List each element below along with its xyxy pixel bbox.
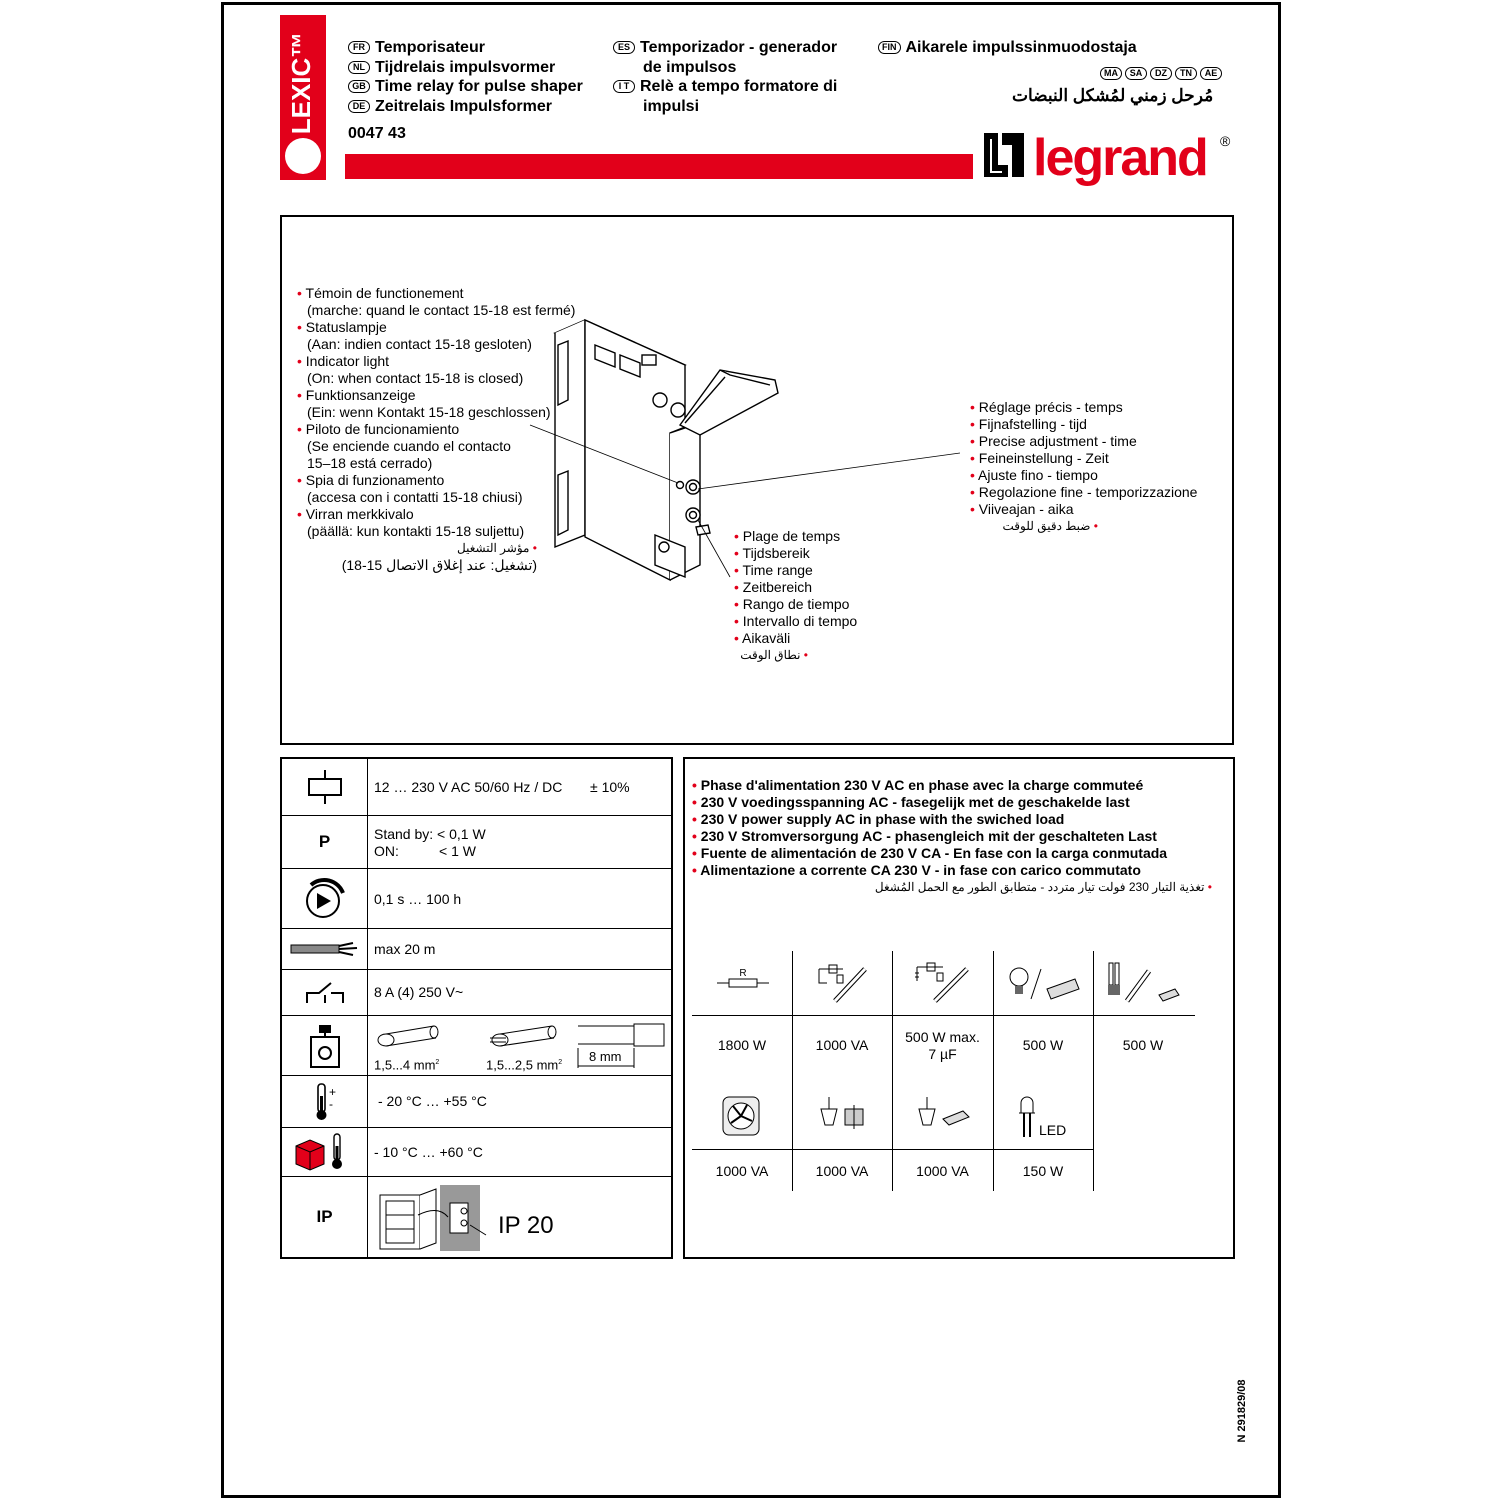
rigid-wire-icon [374,1022,444,1052]
coil-icon [282,759,368,815]
lexic-logo [278,28,328,138]
supply-phase-notes: • Phase d'alimentation 230 V AC en phase avec la charge commuteé • 230 V voedingsspanning AC - fasegelijk met de geschakelde last • 230 V power supply AC in phase with the swiched load • 230 V Stromversorgung AC - phasengleich mit der geschalteten Last • Fuente de alimentación de 230 V CA - En fase con la carga conmutada • Alimentazione a corrente CA 230 V - in fase con carico commutato • تغذية التيار 230 فولت تيار متردد - متطابق الطور مع الحمل المُشغل [692,777,1212,894]
svg-text:N 291829/08: N 291829/08 [1235,1379,1248,1443]
spec-table [280,757,673,1259]
cfl-lamp-icon [1105,959,1185,1005]
spec-row-op-temp [282,1076,671,1128]
legrand-wordmark: legrand [1033,129,1207,187]
spec-row-power [282,816,671,869]
flexible-wire-icon [486,1022,562,1052]
led-label: LED [1039,1122,1067,1138]
flexible-wire-section: 1,5...2,5 $mm^2$ [486,1057,563,1073]
arabic-country-codes: MA SA DZ TN AE [1100,67,1227,80]
on-power: < 1 W [439,843,476,859]
loads-panel [683,757,1235,1259]
halogen-incandescent-icon [1007,959,1083,1005]
time-range-value: 0,1 s … 100 h [374,891,462,907]
spec-row-contact [282,970,671,1016]
title-block-fin: FIN Aikarele impulssinmuodostaja [878,38,1137,58]
led-load-value: 150 W [1022,1163,1064,1179]
time-adjust-notes: • Réglage précis - temps • Fijnafstelling - tijd • Precise adjustment - time • Feineinstellung - Zeit • Ajuste fino - tiempo • Regolazione fine - temporizzazione • Viiveajan - aika • ضبط دقيق للوقت [970,399,1198,533]
time-range-notes: • Plage de temps • Tijdsbereik • Time range • Zeitbereich • Rango de tiempo • Intervallo di tempo • Aikaväli • نطاق الوقت [734,528,858,662]
motor-load-value: 1000 VA [715,1163,769,1179]
indicator-light-notes: • Témoin de functionement (marche: quand le contact 15-18 est fermé) • Statuslampje (Aan: indien contact 15-18 gesloten) • Indicator light (On: when contact 15-18 is closed) • Funktionsanzeige (Ein: wenn Kontakt 15-18 geschlossen) • Piloto de funcionamiento (Se enciende cuando el contacto 15–18 está cerrado) • Spia di funzionamento (accesa con i contatti 15-18 chiusi) • Virran merkkivalo (päällä: kun kontakti 15-18 suljettu) • مؤشر التشغيل (تشغيل: عند إغلاق الاتصال 15-18) [297,285,576,573]
compensated-capacity: 7 µF [928,1046,957,1062]
halogen-load-value: 500 W [1022,1037,1064,1053]
power-label: P [282,816,368,868]
spec-row-time [282,869,671,929]
elv-halogen-electronic-icon [913,1093,973,1139]
plus-sign: + [329,1085,337,1099]
fluorescent-load-value: 1000 VA [815,1037,869,1053]
cfl-load-value: 500 W [1122,1037,1164,1053]
rigid-wire-section: 1,5...4 $mm^2$ [374,1057,440,1073]
motor-fan-icon [717,1093,765,1139]
spec-row-ip [282,1177,671,1257]
standby-power: Stand by: < 0,1 W [374,826,486,842]
storage-temperature: - 10 °C … +60 °C [374,1144,483,1160]
compensated-load-value: 500 W max. [905,1029,980,1045]
spec-row-wiring [282,1016,671,1076]
document-reference [1232,1378,1252,1444]
spec-row-supply [282,759,671,816]
storage-box-thermometer-icon [282,1128,368,1176]
ip-label: IP [282,1177,368,1257]
spec-row-cable [282,929,671,970]
title-block-1: FR Temporisateur NL Tijdrelais impulsvormer GB Time relay for pulse shaper DE Zeitrelais Impulsformer [348,38,583,116]
elv-halogen-transformer-icon [815,1093,871,1139]
ip-rating: IP 20 [498,1212,554,1239]
supply-tolerance: ± 10% [590,779,630,795]
contact-rating: 8 A (4) 250 V~ [374,984,464,1000]
thermometer-icon [282,1076,368,1127]
title-block-2: ES Temporizador - generador de impulsos I T Relè a tempo formatore di impulsi [613,38,837,116]
strip-length: 8 mm [589,1049,622,1064]
transformer-load-value: 1000 VA [815,1163,869,1179]
supply-voltage: 12 … 230 V AC 50/60 Hz / DC [374,779,563,795]
resistive-load-value: 1800 W [717,1037,767,1053]
operating-temperature: - 20 °C … +55 °C [378,1093,487,1109]
on-label: ON: [374,843,399,859]
product-code: 0047 43 [348,125,406,142]
svg-text:LEXIC™: LEXIC™ [285,31,316,135]
electronic-load-value: 1000 VA [916,1163,969,1179]
header-red-bar [345,154,973,179]
spec-row-storage-temp [282,1128,671,1177]
cable-icon [282,929,368,969]
terminal-screw-icon [282,1016,368,1075]
cable-length: max 20 m [374,941,436,957]
compensated-fluorescent-icon [913,959,973,1005]
svg-text:R: R [739,968,747,979]
relay-device-illustration [520,315,980,665]
arabic-title: مُرحل زمني لمُشكل النبضات [1012,86,1214,105]
contact-icon [282,970,368,1015]
enclosure-icon [378,1185,488,1253]
legrand-logo-icon [982,131,1026,179]
resistive-load-icon [715,967,771,991]
fluorescent-ballast-icon [815,959,871,1005]
minus-sign: - [329,1097,333,1111]
timer-dial-icon [282,869,368,928]
registered-mark: ® [1220,133,1231,149]
lexic-dot [285,138,321,174]
